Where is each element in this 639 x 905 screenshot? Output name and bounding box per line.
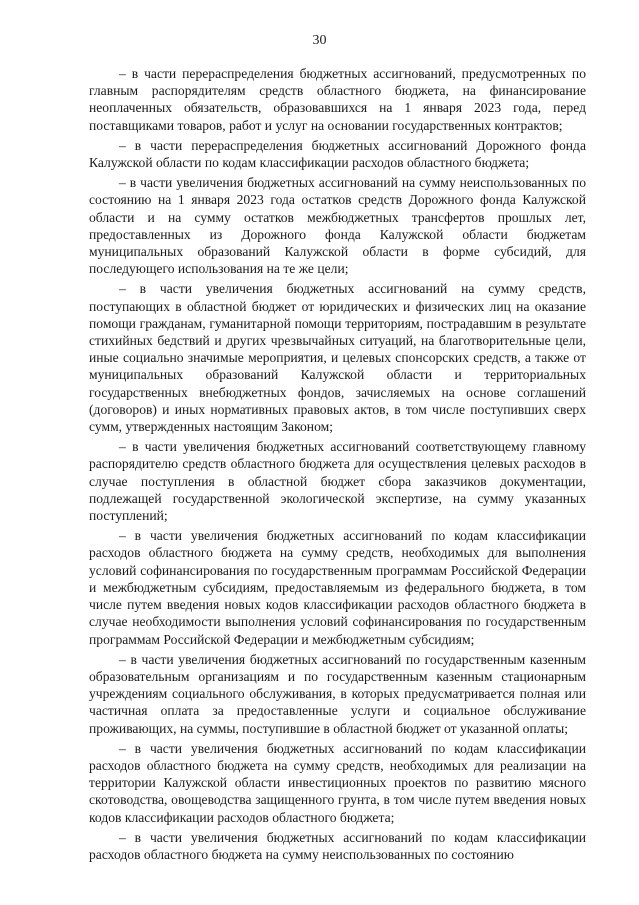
paragraph: – в части увеличения бюджетных ассигнований на сумму неиспользованных по состоянию на 1 января 2023 года остатков средств Дорожного фонда Калужской области и на сумму остатков межбюджетных трансфертов прошлых лет, предоставленных из Дорожного фонда Калужской области бюджетам муниципальных образований Калужской области в форме субсидий, для последующего использования на те же цели; — [89, 175, 586, 277]
paragraph: – в части увеличения бюджетных ассигнований соответствующему главному распорядителю средств областного бюджета для осуществления целевых расходов в случае поступления в областной бюджет сбора заказчиков документации, подлежащей государственной экологической экспертизе, на сумму указанных поступлений; — [89, 439, 586, 524]
page-number: 30 — [312, 33, 327, 48]
document-body — [89, 65, 586, 863]
paragraph: – в части увеличения бюджетных ассигнований по государственным казенным образовательным организациям и по государственным казенным стационарным учреждениям социального обслуживания, в которых предусматривается полная или частичная оплата за предоставленные услуги и социальное обслуживание проживающих, на суммы, поступившие в областной бюджет от указанной оплаты; — [89, 651, 586, 736]
paragraph: – в части увеличения бюджетных ассигнований по кодам классификации расходов областного бюджета на сумму средств, необходимых для реализации на территории Калужской области инвестиционных проектов по развитию мясного скотоводства, овощеводства защищенного грунта, в том числе путем введения новых кодов классификации расходов областного бюджета; — [89, 740, 586, 825]
paragraph: – в части перераспределения бюджетных ассигнований, предусмотренных по главным распорядителям средств областного бюджета, на финансирование неоплаченных обязательств, образовавшихся на 1 января 2023 года, перед поставщиками товаров, работ и услуг на основании государственных контрактов; — [89, 66, 586, 133]
paragraph: – в части увеличения бюджетных ассигнований по кодам классификации расходов областного бюджета на сумму неиспользованных по состоянию — [89, 829, 586, 862]
paragraph: – в части перераспределения бюджетных ассигнований Дорожного фонда Калужской области по кодам классификации расходов областного бюджета; — [89, 137, 586, 171]
paragraph: – в части увеличения бюджетных ассигнований по кодам классификации расходов областного бюджета на сумму средств, необходимых для выполнения условий софинансирования по государственным программам Российской Федерации и межбюджетным субсидиям, предоставляемым из федерального бюджета, в том числе путем введения новых кодов классификации расходов областного бюджета в случае необходимости выполнения условий софинансирования по государственным программам Российской Федерации и межбюджетным субсидиям; — [89, 528, 586, 647]
paragraph: – в части увеличения бюджетных ассигнований на сумму средств, поступающих в областной бюджет от юридических и физических лиц на оказание помощи гражданам, гуманитарной помощи территориям, пострадавшим в результате стихийных бедствий и других чрезвычайных ситуаций, на благотворительные цели, иные социально значимые мероприятия, и целевых спонсорских средств, а также от муниципальных образований Калужской области и территориальных государственных внебюджетных фондов, зачисляемых на основе соглашений (договоров) и иных нормативных правовых актов, в том числе поступивших сверх сумм, утвержденных настоящим Законом; — [89, 281, 586, 435]
